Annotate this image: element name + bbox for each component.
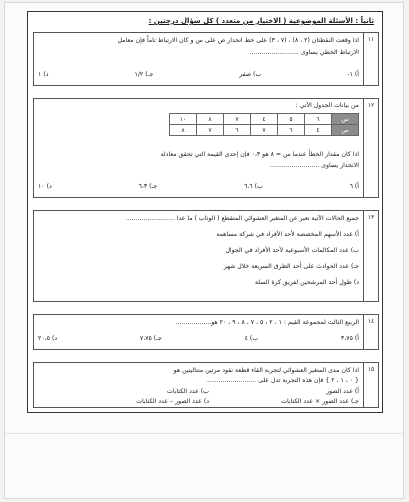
table-cell: ٦ [278, 125, 305, 136]
table-cell: س [332, 114, 359, 125]
question-number: ١٥ [363, 363, 378, 407]
question-body [38, 33, 359, 85]
exam-frame [27, 11, 383, 413]
option-b[interactable]: ب) عدد المكالمات الأسبوعية لأحد الأفراد في الجوال [225, 247, 359, 254]
option-a[interactable]: أ) ١- [347, 71, 359, 78]
option-b[interactable]: ب) عدد الكتابات [166, 388, 209, 395]
question-15 [33, 362, 379, 408]
table-cell: ٥ [278, 114, 305, 125]
table-cell: ٦ [224, 125, 251, 136]
question-body [38, 99, 359, 197]
option-d[interactable]: د) عدد الصور – عدد الكتابات [136, 398, 209, 405]
question-text: اذا كان مدى المتغير العشوائي لتجربة القاء قطعة نقود مرتين متتاليتين هو [173, 367, 359, 374]
option-b[interactable]: ب) ٦،٦ [243, 183, 263, 190]
question-number: ١٤ [363, 315, 378, 349]
question-text: الربيع الثالث لمجموعة القيم : ١ ، ٢ ، ٥ ، ٧ ، ٨ ، ٩ ، ٢٠ هو.................. [175, 319, 359, 326]
section-header: ثانياً : الأسئلة الموضوعية ( الاختيار من متعدد ) كل سؤال درجتين : [148, 17, 374, 25]
question-text: { ٠ ، ١ ، ٢ } فإن هذه التجربة تدل على ......................... [206, 377, 359, 384]
answer-options [38, 335, 359, 342]
table-cell: ٧ [251, 125, 278, 136]
question-title: جميع الحالات الآتية تعبر عن المتغير العشوائي المتقطع ( الوثاب ) ما عدا ......................... [125, 215, 359, 222]
question-13 [33, 210, 379, 302]
option-c[interactable]: جـ) عدد الصور × عدد الكتابات [281, 398, 359, 405]
option-c[interactable]: جـ) ٧،٧٥ [139, 335, 162, 342]
table-cell: ٨ [170, 125, 197, 136]
option-c[interactable]: جـ) ٦،٣ [138, 183, 158, 190]
table-cell: ٦ [305, 114, 332, 125]
question-text: اذا كان مقدار الخطأ عندما س = ٨ هو ٠،٣ فإن إحدى القيمة التي تحقق معادلة [160, 151, 359, 158]
option-d[interactable]: د) ٢٠،٥ [38, 335, 58, 342]
option-b[interactable]: ب) صفر [239, 71, 262, 78]
question-number: ١١ [363, 33, 378, 85]
option-d[interactable]: د) ١ [38, 71, 49, 78]
question-11 [33, 32, 379, 86]
data-table [169, 113, 359, 136]
question-body [38, 363, 359, 407]
question-text: اذا وقعت النقطتان (٢ ، ٨) ، (٧ ، ٣) على خط انحدار ص على س و كان الارتباط تاماً فإن معامل [117, 37, 359, 44]
question-number: ١٣ [363, 211, 378, 301]
option-a[interactable]: أ) عدد الأسهم المخصصة لأحد الأفراد في شركة مساهمة [216, 231, 359, 238]
table-cell: ٧ [224, 114, 251, 125]
page-divider [5, 433, 403, 434]
table-cell: ٤ [305, 125, 332, 136]
option-d[interactable]: د) ١٠ [38, 183, 52, 190]
table-cell: ٤ [251, 114, 278, 125]
option-b[interactable]: ب) ٤ [244, 335, 259, 342]
option-c[interactable]: جـ) ١/٢ [134, 71, 154, 78]
table-cell: ١٠ [170, 114, 197, 125]
answer-options [38, 71, 359, 78]
document-sheet [4, 2, 404, 499]
option-a[interactable]: أ) ٣،٧٥ [340, 335, 359, 342]
question-text: الارتباط الخطي يساوى ......................... [249, 49, 359, 56]
question-12 [33, 98, 379, 198]
table-cell: ٧ [197, 125, 224, 136]
option-c[interactable]: جـ) عدد الحوادث على أحد الطرق السريعة خلال شهر [223, 263, 359, 270]
table-row-y [170, 125, 359, 136]
question-14 [33, 314, 379, 350]
question-title: من بيانات الجدول الآتي : [295, 102, 359, 109]
table-cell: ص [332, 125, 359, 136]
question-body [38, 315, 359, 349]
question-number: ١٢ [363, 99, 378, 197]
answer-options [38, 183, 359, 190]
question-body [38, 211, 359, 301]
option-a[interactable]: أ) ٦ [349, 183, 359, 190]
question-text: الانحدار يساوى ......................... [270, 162, 359, 169]
option-d[interactable]: د) طول أحد المرشحين لفريق كرة السلة [254, 279, 359, 286]
table-row-x [170, 114, 359, 125]
option-a[interactable]: أ) عدد الصور [326, 388, 359, 395]
table-cell: ٨ [197, 114, 224, 125]
